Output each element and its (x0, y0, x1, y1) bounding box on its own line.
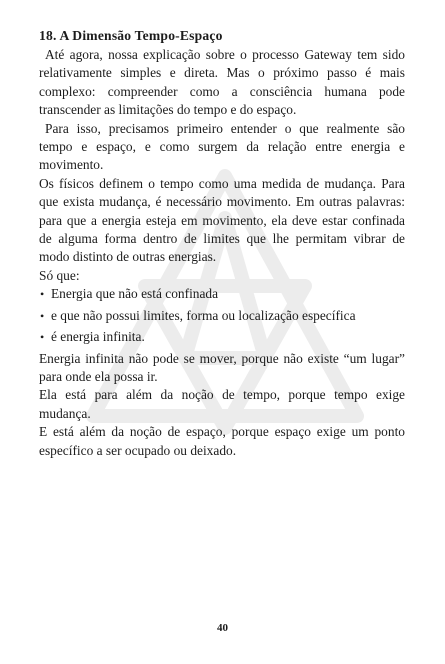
bullet-list (39, 285, 405, 346)
page-number: 40 (217, 622, 228, 634)
paragraph: Para isso, precisamos primeiro entender o que realmente são tempo e espaço, e como surgem da relação entre energia e movimento. (39, 120, 405, 173)
list-item (39, 307, 405, 325)
list-item (39, 328, 405, 346)
bullet-icon: • (40, 330, 45, 345)
paragraph: Ela está para além da noção de tempo, porque tempo exige mudança. (39, 387, 405, 421)
section-heading: 18. A Dimensão Tempo-Espaço (39, 28, 223, 43)
list-item-text: Energia que não está confinada (51, 286, 219, 302)
paragraph: Os físicos definem o tempo como uma medida de mudança. Para que exista mudança, é necessário movimento. Em outras palavras: para que a energia esteja em movimento, ela deve estar confinada de alguma forma dentro de limites que lhe permitam vibrar de modo distinto de outras energias. (39, 175, 405, 265)
bullet-icon: • (40, 308, 45, 323)
text-content (39, 27, 405, 460)
list-item-text: é energia infinita. (51, 329, 145, 345)
list-intro: Só que: (39, 267, 80, 283)
paragraph: Energia infinita não pode se mover, porque não existe “um lugar” para onde ela possa ir. (39, 350, 405, 384)
paragraph: E está além da noção de espaço, porque espaço exige um ponto específico a ser ocupado ou deixado. (39, 424, 405, 458)
bullet-icon: • (40, 287, 45, 302)
paragraph: Até agora, nossa explicação sobre o processo Gateway tem sido relativamente simples e direta. Mas o próximo passo é mais complexo: compreender como a consciência humana pode transcender as limitações do tempo e do espaço. (39, 47, 405, 118)
list-item-text: e que não possui limites, forma ou localização específica (51, 307, 356, 323)
list-item (39, 285, 405, 303)
